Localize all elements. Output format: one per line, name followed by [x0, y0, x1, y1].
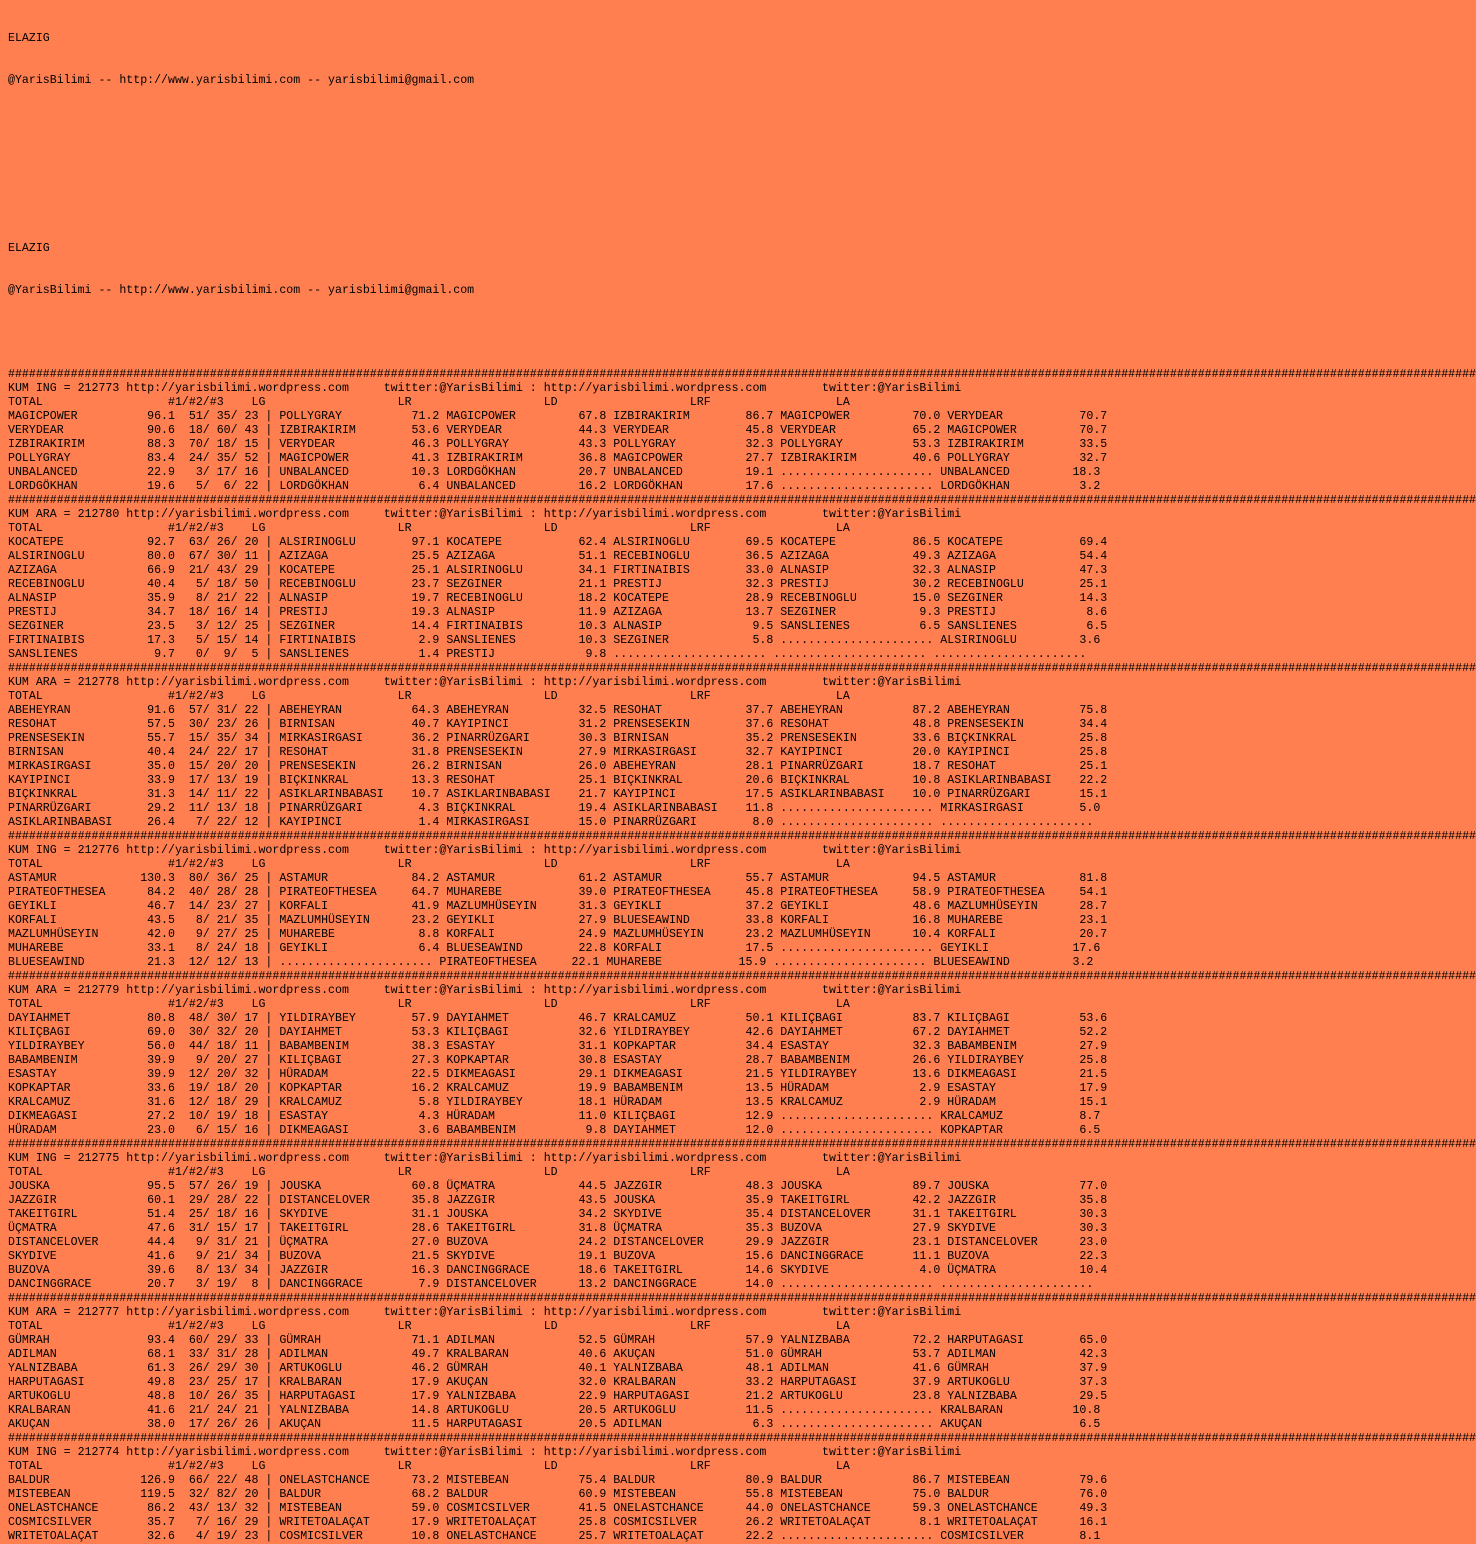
race-title: KUM ARA = 212780 http://yarisbilimi.wordpress.com twitter:@YarisBilimi : http://yarisbilimi.wordpress.com twitter:@YarisBilimi [8, 508, 962, 521]
separator-line: ################################################################################################################################################################################################################### [8, 1138, 1476, 1151]
table-row: SKYDIVE 41.6 9/ 21/ 34 | BUZOVA 21.5 SKYDIVE 19.1 BUZOVA 15.6 DANCINGGRACE 11.1 BUZOVA 22.3 [8, 1250, 1108, 1263]
table-row: BABAMBENIM 39.9 9/ 20/ 27 | KILIÇBAGI 27.3 KOPKAPTAR 30.8 ESASTAY 28.7 BABAMBENIM 26.6 YILDIRAYBEY 25.8 [8, 1054, 1108, 1067]
header-contact-1: @YarisBilimi -- http://www.yarisbilimi.com -- yarisbilimi@gmail.com [8, 74, 475, 87]
race-title: KUM ARA = 212777 http://yarisbilimi.wordpress.com twitter:@YarisBilimi : http://yarisbilimi.wordpress.com twitter:@YarisBilimi [8, 1306, 962, 1319]
table-row: SEZGINER 23.5 3/ 12/ 25 | SEZGINER 14.4 FIRTINAIBIS 10.3 ALNASIP 9.5 SANSLIENES 6.5 SANSLIENES 6.5 [8, 620, 1108, 633]
table-row: TAKEITGIRL 51.4 25/ 18/ 16 | SKYDIVE 31.1 JOUSKA 34.2 SKYDIVE 35.4 DISTANCELOVER 31.1 TAKEITGIRL 30.3 [8, 1208, 1108, 1221]
table-row: LORDGÖKHAN 19.6 5/ 6/ 22 | LORDGÖKHAN 6.4 UNBALANCED 16.2 LORDGÖKHAN 17.6 ...................... LORDGÖKHAN 3.2 [8, 480, 1101, 493]
table-row: PRENSESEKIN 55.7 15/ 35/ 34 | MIRKASIRGASI 36.2 PINARRÜZGARI 30.3 BIRNISAN 35.2 PRENSESEKIN 33.6 BIÇKINKRAL 25.8 [8, 732, 1108, 745]
table-row: MISTEBEAN 119.5 32/ 82/ 20 | BALDUR 68.2 BALDUR 60.9 MISTEBEAN 55.8 MISTEBEAN 75.0 BALDUR 76.0 [8, 1488, 1108, 1501]
separator-line: ################################################################################################################################################################################################################### [8, 1432, 1476, 1445]
table-row: FIRTINAIBIS 17.3 5/ 15/ 14 | FIRTINAIBIS 2.9 SANSLIENES 10.3 SEZGINER 5.8 ...................... ALSIRINOGLU 3.6 [8, 634, 1101, 647]
blank-line [8, 116, 1073, 130]
table-row: ONELASTCHANCE 86.2 43/ 13/ 32 | MISTEBEAN 59.0 COSMICSILVER 41.5 ONELASTCHANCE 44.0 ONELASTCHANCE 59.3 ONELASTCHANCE 49.3 [8, 1502, 1108, 1515]
table-row: YALNIZBABA 61.3 26/ 29/ 30 | ARTUKOGLU 46.2 GÜMRAH 40.1 YALNIZBABA 48.1 ADILMAN 41.6 GÜMRAH 37.9 [8, 1362, 1108, 1375]
table-row: MUHAREBE 33.1 8/ 24/ 18 | GEYIKLI 6.4 BLUESEAWIND 22.8 KORFALI 17.5 ...................... GEYIKLI 17.6 [8, 942, 1101, 955]
table-row: DANCINGGRACE 20.7 3/ 19/ 8 | DANCINGGRACE 7.9 DISTANCELOVER 13.2 DANCINGGRACE 14.0 ...................... ...................... [8, 1278, 1094, 1291]
table-row: ÜÇMATRA 47.6 31/ 15/ 17 | TAKEITGIRL 28.6 TAKEITGIRL 31.8 ÜÇMATRA 35.3 BUZOVA 27.9 SKYDIVE 30.3 [8, 1222, 1108, 1235]
separator-line: ################################################################################################################################################################################################################### [8, 368, 1476, 381]
race-title: KUM ARA = 212778 http://yarisbilimi.wordpress.com twitter:@YarisBilimi : http://yarisbilimi.wordpress.com twitter:@YarisBilimi [8, 676, 962, 689]
table-row: COSMICSILVER 35.7 7/ 16/ 29 | WRITETOALAÇAT 17.9 WRITETOALAÇAT 25.8 COSMICSILVER 26.2 WRITETOALAÇAT 8.1 WRITETOALAÇAT 16.1 [8, 1516, 1108, 1529]
table-row: UNBALANCED 22.9 3/ 17/ 16 | UNBALANCED 10.3 LORDGÖKHAN 20.7 UNBALANCED 19.1 ...................... UNBALANCED 18.3 [8, 466, 1101, 479]
race-title: KUM ING = 212776 http://yarisbilimi.wordpress.com twitter:@YarisBilimi : http://yarisbilimi.wordpress.com twitter:@YarisBilimi [8, 844, 962, 857]
table-row: HARPUTAGASI 49.8 23/ 25/ 17 | KRALBARAN 17.9 AKUÇAN 32.0 KRALBARAN 33.2 HARPUTAGASI 37.9 ARTUKOGLU 37.3 [8, 1376, 1108, 1389]
blank-line [8, 326, 1073, 340]
table-row: BUZOVA 39.6 8/ 13/ 34 | JAZZGIR 16.3 DANCINGGRACE 18.6 TAKEITGIRL 14.6 SKYDIVE 4.0 ÜÇMATRA 10.4 [8, 1264, 1108, 1277]
separator-line: ################################################################################################################################################################################################################### [8, 830, 1476, 843]
column-headers: TOTAL #1/#2/#3 LG LR LD LRF LA [8, 858, 850, 871]
separator-line: ################################################################################################################################################################################################################### [8, 1292, 1476, 1305]
table-row: KILIÇBAGI 69.0 30/ 32/ 20 | DAYIAHMET 53.3 KILIÇBAGI 32.6 YILDIRAYBEY 42.6 DAYIAHMET 67.2 DAYIAHMET 52.2 [8, 1026, 1108, 1039]
blank-line [8, 158, 1073, 172]
table-row: GÜMRAH 93.4 60/ 29/ 33 | GÜMRAH 71.1 ADILMAN 52.5 GÜMRAH 57.9 YALNIZBABA 72.2 HARPUTAGASI 65.0 [8, 1334, 1108, 1347]
column-headers: TOTAL #1/#2/#3 LG LR LD LRF LA [8, 1320, 850, 1333]
header-location-1: ELAZIG [8, 32, 50, 45]
table-row: MAGICPOWER 96.1 51/ 35/ 23 | POLLYGRAY 71.2 MAGICPOWER 67.8 IZBIRAKIRIM 86.7 MAGICPOWER 70.0 VERYDEAR 70.7 [8, 410, 1108, 423]
table-row: ALNASIP 35.9 8/ 21/ 22 | ALNASIP 19.7 RECEBINOGLU 18.2 KOCATEPE 28.9 RECEBINOGLU 15.0 SEZGINER 14.3 [8, 592, 1108, 605]
table-row: PIRATEOFTHESEA 84.2 40/ 28/ 28 | PIRATEOFTHESEA 64.7 MUHAREBE 39.0 PIRATEOFTHESEA 45.8 PIRATEOFTHESEA 58.9 PIRATEOFTHESEA 54.1 [8, 886, 1108, 899]
table-row: SANSLIENES 9.7 0/ 9/ 5 | SANSLIENES 1.4 PRESTIJ 9.8 ...................... ...................... ...................... [8, 648, 1087, 661]
table-row: RECEBINOGLU 40.4 5/ 18/ 50 | RECEBINOGLU 23.7 SEZGINER 21.1 PRESTIJ 32.3 PRESTIJ 30.2 RECEBINOGLU 25.1 [8, 578, 1108, 591]
table-row: DISTANCELOVER 44.4 9/ 31/ 21 | ÜÇMATRA 27.0 BUZOVA 24.2 DISTANCELOVER 29.9 JAZZGIR 23.1 DISTANCELOVER 23.0 [8, 1236, 1108, 1249]
table-row: BIRNISAN 40.4 24/ 22/ 17 | RESOHAT 31.8 PRENSESEKIN 27.9 MIRKASIRGASI 32.7 KAYIPINCI 20.0 KAYIPINCI 25.8 [8, 746, 1108, 759]
table-row: AZIZAGA 66.9 21/ 43/ 29 | KOCATEPE 25.1 ALSIRINOGLU 34.1 FIRTINAIBIS 33.0 ALNASIP 32.3 ALNASIP 47.3 [8, 564, 1108, 577]
table-row: ABEHEYRAN 91.6 57/ 31/ 22 | ABEHEYRAN 64.3 ABEHEYRAN 32.5 RESOHAT 37.7 ABEHEYRAN 87.2 ABEHEYRAN 75.8 [8, 704, 1108, 717]
table-row: KOPKAPTAR 33.6 19/ 18/ 20 | KOPKAPTAR 16.2 KRALCAMUZ 19.9 BABAMBENIM 13.5 HÜRADAM 2.9 ESASTAY 17.9 [8, 1082, 1108, 1095]
column-headers: TOTAL #1/#2/#3 LG LR LD LRF LA [8, 690, 850, 703]
race-title: KUM ING = 212773 http://yarisbilimi.wordpress.com twitter:@YarisBilimi : http://yarisbilimi.wordpress.com twitter:@YarisBilimi [8, 382, 962, 395]
table-row: WRITETOALAÇAT 32.6 4/ 19/ 23 | COSMICSILVER 10.8 ONELASTCHANCE 25.7 WRITETOALAÇAT 22.2 ...................... COSMICSILVER 8.1 [8, 1530, 1101, 1543]
table-row: AKUÇAN 38.0 17/ 26/ 26 | AKUÇAN 11.5 HARPUTAGASI 20.5 ADILMAN 6.3 ...................... AKUÇAN 6.5 [8, 1418, 1101, 1431]
table-row: BLUESEAWIND 21.3 12/ 12/ 13 | ...................... PIRATEOFTHESEA 22.1 MUHAREBE 15.9 ...................... BLUESEAWIND 3.2 [8, 956, 1094, 969]
separator-line: ################################################################################################################################################################################################################### [8, 970, 1476, 983]
table-row: KRALBARAN 41.6 21/ 24/ 21 | YALNIZBABA 14.8 ARTUKOGLU 20.5 ARTUKOGLU 11.5 ...................... KRALBARAN 10.8 [8, 1404, 1101, 1417]
race-sections [8, 368, 1476, 1543]
column-headers: TOTAL #1/#2/#3 LG LR LD LRF LA [8, 396, 850, 409]
table-row: KRALCAMUZ 31.6 12/ 18/ 29 | KRALCAMUZ 5.8 YILDIRAYBEY 18.1 HÜRADAM 13.5 KRALCAMUZ 2.9 HÜRADAM 15.1 [8, 1096, 1108, 1109]
column-headers: TOTAL #1/#2/#3 LG LR LD LRF LA [8, 1460, 850, 1473]
race-title: KUM ARA = 212779 http://yarisbilimi.wordpress.com twitter:@YarisBilimi : http://yarisbilimi.wordpress.com twitter:@YarisBilimi [8, 984, 962, 997]
table-row: JOUSKA 95.5 57/ 26/ 19 | JOUSKA 60.8 ÜÇMATRA 44.5 JAZZGIR 48.3 JOUSKA 89.7 JOUSKA 77.0 [8, 1180, 1108, 1193]
table-row: YILDIRAYBEY 56.0 44/ 18/ 11 | BABAMBENIM 38.3 ESASTAY 31.1 KOPKAPTAR 34.4 ESASTAY 32.3 BABAMBENIM 27.9 [8, 1040, 1108, 1053]
table-row: KORFALI 43.5 8/ 21/ 35 | MAZLUMHÜSEYIN 23.2 GEYIKLI 27.9 BLUESEAWIND 33.8 KORFALI 16.8 MUHAREBE 23.1 [8, 914, 1108, 927]
table-row: KAYIPINCI 33.9 17/ 13/ 19 | BIÇKINKRAL 13.3 RESOHAT 25.1 BIÇKINKRAL 20.6 BIÇKINKRAL 10.8 ASIKLARINBABASI 22.2 [8, 774, 1108, 787]
table-row: POLLYGRAY 83.4 24/ 35/ 52 | MAGICPOWER 41.3 IZBIRAKIRIM 36.8 MAGICPOWER 27.7 IZBIRAKIRIM 40.6 POLLYGRAY 32.7 [8, 452, 1108, 465]
table-row: ASTAMUR 130.3 80/ 36/ 25 | ASTAMUR 84.2 ASTAMUR 61.2 ASTAMUR 55.7 ASTAMUR 94.5 ASTAMUR 81.8 [8, 872, 1108, 885]
table-row: JAZZGIR 60.1 29/ 28/ 22 | DISTANCELOVER 35.8 JAZZGIR 43.5 JOUSKA 35.9 TAKEITGIRL 42.2 JAZZGIR 35.8 [8, 1194, 1108, 1207]
table-row: MAZLUMHÜSEYIN 42.0 9/ 27/ 25 | MUHAREBE 8.8 KORFALI 24.9 MAZLUMHÜSEYIN 23.2 MAZLUMHÜSEYIN 10.4 KORFALI 20.7 [8, 928, 1108, 941]
table-row: BALDUR 126.9 66/ 22/ 48 | ONELASTCHANCE 73.2 MISTEBEAN 75.4 BALDUR 80.9 BALDUR 86.7 MISTEBEAN 79.6 [8, 1474, 1108, 1487]
blank-line [8, 200, 1073, 214]
table-row: GEYIKLI 46.7 14/ 23/ 27 | KORFALI 41.9 MAZLUMHÜSEYIN 31.3 GEYIKLI 37.2 GEYIKLI 48.6 MAZLUMHÜSEYIN 28.7 [8, 900, 1108, 913]
race-title: KUM ING = 212775 http://yarisbilimi.wordpress.com twitter:@YarisBilimi : http://yarisbilimi.wordpress.com twitter:@YarisBilimi [8, 1152, 962, 1165]
table-row: HÜRADAM 23.0 6/ 15/ 16 | DIKMEAGASI 3.6 BABAMBENIM 9.8 DAYIAHMET 12.0 ...................... KOPKAPTAR 6.5 [8, 1124, 1101, 1137]
table-row: ARTUKOGLU 48.8 10/ 26/ 35 | HARPUTAGASI 17.9 YALNIZBABA 22.9 HARPUTAGASI 21.2 ARTUKOGLU 23.8 YALNIZBABA 29.5 [8, 1390, 1108, 1403]
header-location-2: ELAZIG [8, 242, 50, 255]
table-row: PRESTIJ 34.7 18/ 16/ 14 | PRESTIJ 19.3 ALNASIP 11.9 AZIZAGA 13.7 SEZGINER 9.3 PRESTIJ 8.6 [8, 606, 1108, 619]
header-contact-2: @YarisBilimi -- http://www.yarisbilimi.com -- yarisbilimi@gmail.com [8, 284, 475, 297]
table-row: ASIKLARINBABASI 26.4 7/ 22/ 12 | KAYIPINCI 1.4 MIRKASIRGASI 15.0 PINARRÜZGARI 8.0 ...................... ...................... [8, 816, 1094, 829]
table-row: PINARRÜZGARI 29.2 11/ 13/ 18 | PINARRÜZGARI 4.3 BIÇKINKRAL 19.4 ASIKLARINBABASI 11.8 ...................... MIRKASIRGASI 5.0 [8, 802, 1101, 815]
separator-line: ################################################################################################################################################################################################################### [8, 494, 1476, 507]
table-row: DIKMEAGASI 27.2 10/ 19/ 18 | ESASTAY 4.3 HÜRADAM 11.0 KILIÇBAGI 12.9 ...................... KRALCAMUZ 8.7 [8, 1110, 1101, 1123]
table-row: VERYDEAR 90.6 18/ 60/ 43 | IZBIRAKIRIM 53.6 VERYDEAR 44.3 VERYDEAR 45.8 VERYDEAR 65.2 MAGICPOWER 70.7 [8, 424, 1108, 437]
table-row: MIRKASIRGASI 35.0 15/ 20/ 20 | PRENSESEKIN 26.2 BIRNISAN 26.0 ABEHEYRAN 28.1 PINARRÜZGARI 18.7 RESOHAT 25.1 [8, 760, 1108, 773]
column-headers: TOTAL #1/#2/#3 LG LR LD LRF LA [8, 998, 850, 1011]
table-row: BIÇKINKRAL 31.3 14/ 11/ 22 | ASIKLARINBABASI 10.7 ASIKLARINBABASI 21.7 KAYIPINCI 17.5 ASIKLARINBABASI 10.0 PINARRÜZGARI 15.1 [8, 788, 1108, 801]
table-row: ADILMAN 68.1 33/ 31/ 28 | ADILMAN 49.7 KRALBARAN 40.6 AKUÇAN 51.0 GÜMRAH 53.7 ADILMAN 42.3 [8, 1348, 1108, 1361]
table-row: ALSIRINOGLU 80.0 67/ 30/ 11 | AZIZAGA 25.5 AZIZAGA 51.1 RECEBINOGLU 36.5 AZIZAGA 49.3 AZIZAGA 54.4 [8, 550, 1108, 563]
column-headers: TOTAL #1/#2/#3 LG LR LD LRF LA [8, 522, 850, 535]
table-row: KOCATEPE 92.7 63/ 26/ 20 | ALSIRINOGLU 97.1 KOCATEPE 62.4 ALSIRINOGLU 69.5 KOCATEPE 86.5 KOCATEPE 69.4 [8, 536, 1108, 549]
table-row: DAYIAHMET 80.8 48/ 30/ 17 | YILDIRAYBEY 57.9 DAYIAHMET 46.7 KRALCAMUZ 50.1 KILIÇBAGI 83.7 KILIÇBAGI 53.6 [8, 1012, 1108, 1025]
table-row: ESASTAY 39.9 12/ 20/ 32 | HÜRADAM 22.5 DIKMEAGASI 29.1 DIKMEAGASI 21.5 YILDIRAYBEY 13.6 DIKMEAGASI 21.5 [8, 1068, 1108, 1081]
table-row: IZBIRAKIRIM 88.3 70/ 18/ 15 | VERYDEAR 46.3 POLLYGRAY 43.3 POLLYGRAY 32.3 POLLYGRAY 53.3 IZBIRAKIRIM 33.5 [8, 438, 1108, 451]
column-headers: TOTAL #1/#2/#3 LG LR LD LRF LA [8, 1166, 850, 1179]
separator-line: ################################################################################################################################################################################################################### [8, 662, 1476, 675]
race-title: KUM ING = 212774 http://yarisbilimi.wordpress.com twitter:@YarisBilimi : http://yarisbilimi.wordpress.com twitter:@YarisBilimi [8, 1446, 962, 1459]
table-row: RESOHAT 57.5 30/ 23/ 26 | BIRNISAN 40.7 KAYIPINCI 31.2 PRENSESEKIN 37.6 RESOHAT 48.8 PRENSESEKIN 34.4 [8, 718, 1108, 731]
